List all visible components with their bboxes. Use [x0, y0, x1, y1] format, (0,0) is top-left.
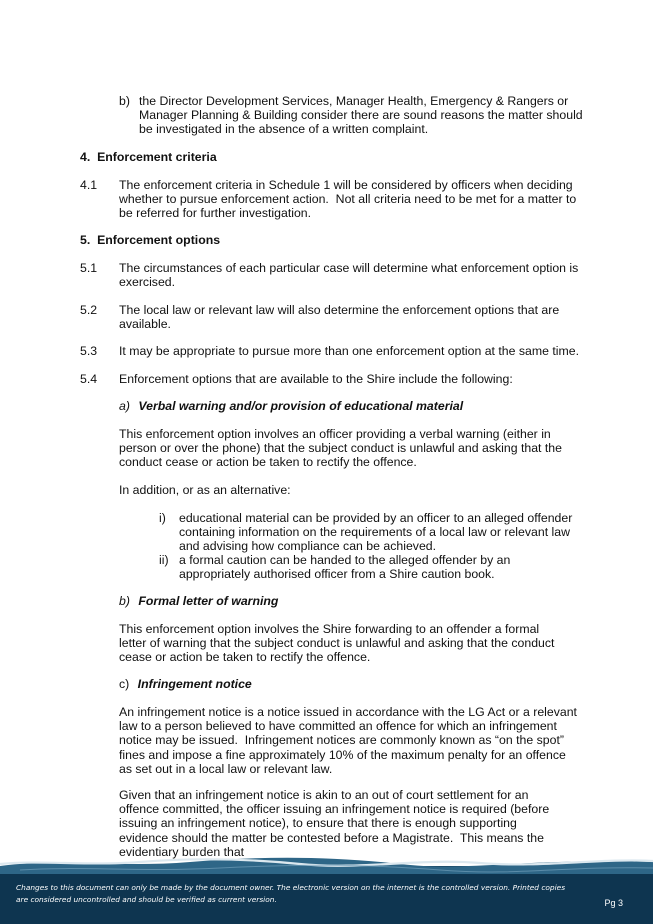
option-a-paragraph-2: In addition, or as an alternative:	[119, 483, 291, 497]
clause-5-2-text: The local law or relevant law will also determine the enforcement options that are available.	[119, 303, 560, 332]
footer-line-1: Changes to this document can only be made by the document owner. The electronic version on the internet is the controlled version. Printed copies	[16, 883, 566, 892]
clause-number: 5.1	[80, 261, 98, 275]
option-c-paragraph-2: Given that an infringement notice is akin to an out of court settlement for an offence committed, the officer issuing an infringement notice is required (before issuing an infringement notice), to ensure that there is enough supporting evidence should the matter be contested before a Magistrate. This means the evidentiary burden that	[119, 788, 550, 859]
option-b-title: Formal letter of warning	[138, 594, 279, 608]
option-b-heading	[119, 594, 278, 608]
clause-number: 4.1	[80, 178, 98, 192]
page-number: Pg 3	[604, 898, 623, 908]
option-c-paragraph-1: An infringement notice is a notice issued in accordance with the LG Act or a relevant law to a person believed to have committed an offence for which an infringement notice may be issued. Infringement notices are commonly known as “on the spot” fines and impose a fine approximately 10% of the maximum penalty for an offence as set out in a local law or relevant law.	[119, 705, 577, 776]
option-c-title: Infringement notice	[137, 677, 252, 691]
clause-number: 5.4	[80, 372, 98, 386]
sublist-label-i: i)	[159, 511, 166, 525]
clause-5-1-text: The circumstances of each particular case will determine what enforcement option is exercised.	[119, 261, 579, 290]
option-label: b)	[119, 594, 130, 608]
sublist-label-ii: ii)	[159, 553, 169, 567]
option-a-paragraph-1: This enforcement option involves an officer providing a verbal warning (either in person or over the phone) that the subject conduct is unlawful and asking that the conduct cease or action be taken to rectify the offence.	[119, 427, 562, 470]
option-b-paragraph-1: This enforcement option involves the Shire forwarding to an offender a formal letter of warning that the subject conduct is unlawful and asking that the conduct cease or action be taken to rectify the offence.	[119, 622, 555, 665]
option-label: c)	[119, 677, 130, 691]
clause-number: 5.3	[80, 344, 98, 358]
clause-number: 5.2	[80, 303, 98, 317]
clause-5-4-text: Enforcement options that are available to the Shire include the following:	[119, 372, 513, 386]
section-4-heading: 4. Enforcement criteria	[80, 150, 217, 164]
intro-item-b-text: the Director Development Services, Manager Health, Emergency & Rangers or Manager Planning & Building consider there are sound reasons the matter should be investigated in the absence of a written complaint.	[139, 94, 583, 137]
sublist-item-i-text: educational material can be provided by an officer to an alleged offender containing information on the requirements of a local law or relevant law and advising how compliance can be achieved.	[179, 511, 573, 554]
section-5-heading: 5. Enforcement options	[80, 233, 221, 247]
option-a-title: Verbal warning and/or provision of educational material	[138, 399, 464, 413]
clause-4-1-text: The enforcement criteria in Schedule 1 will be considered by officers when deciding whether to pursue enforcement action. Not all criteria need to be met for a matter to be referred for further investigation.	[119, 178, 577, 221]
page-footer	[0, 852, 653, 924]
option-a-heading	[119, 399, 463, 413]
option-label: a)	[119, 399, 130, 413]
list-label-b: b)	[119, 94, 130, 108]
clause-5-3-text: It may be appropriate to pursue more than one enforcement option at the same time.	[119, 344, 580, 358]
option-c-heading	[119, 677, 252, 691]
footer-disclaimer	[16, 882, 576, 905]
footer-line-2: are considered uncontrolled and should be verified as current version.	[16, 894, 277, 904]
sublist-item-ii-text: a formal caution can be handed to the alleged offender by an appropriately authorised officer from a Shire caution book.	[179, 553, 511, 582]
